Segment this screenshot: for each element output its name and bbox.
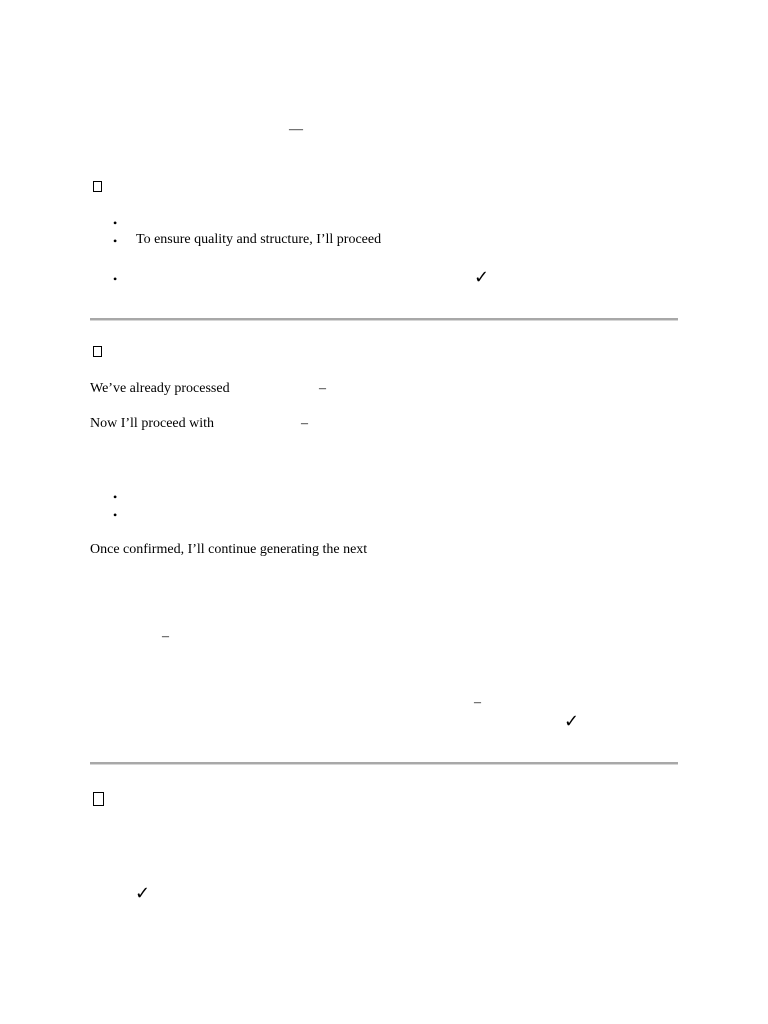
inline-dash: – bbox=[301, 416, 308, 431]
checkbox-icon bbox=[93, 346, 102, 357]
checkmark-icon: ✓ bbox=[564, 711, 580, 732]
paragraph-line: Once confirmed, I’ll continue generating the next bbox=[90, 542, 368, 557]
checkbox-icon bbox=[93, 792, 104, 806]
horizontal-divider bbox=[90, 318, 678, 321]
bullet-marker: • bbox=[113, 234, 118, 248]
paragraph-line: We’ve already processed bbox=[90, 381, 230, 396]
checkmark-icon: ✓ bbox=[474, 267, 490, 288]
inline-dash: – bbox=[474, 695, 481, 710]
bullet-marker: • bbox=[113, 508, 118, 522]
inline-dash: – bbox=[319, 381, 326, 396]
bullet-marker: • bbox=[113, 272, 118, 286]
inline-dash: – bbox=[162, 629, 169, 644]
top-dash: — bbox=[289, 122, 303, 137]
checkbox-icon bbox=[93, 181, 102, 192]
bullet-marker: • bbox=[113, 490, 118, 504]
list-item: To ensure quality and structure, I’ll proceed bbox=[136, 232, 382, 247]
checkmark-icon: ✓ bbox=[135, 883, 151, 904]
paragraph-line: Now I’ll proceed with bbox=[90, 416, 215, 431]
horizontal-divider bbox=[90, 762, 678, 765]
bullet-marker: • bbox=[113, 216, 118, 230]
